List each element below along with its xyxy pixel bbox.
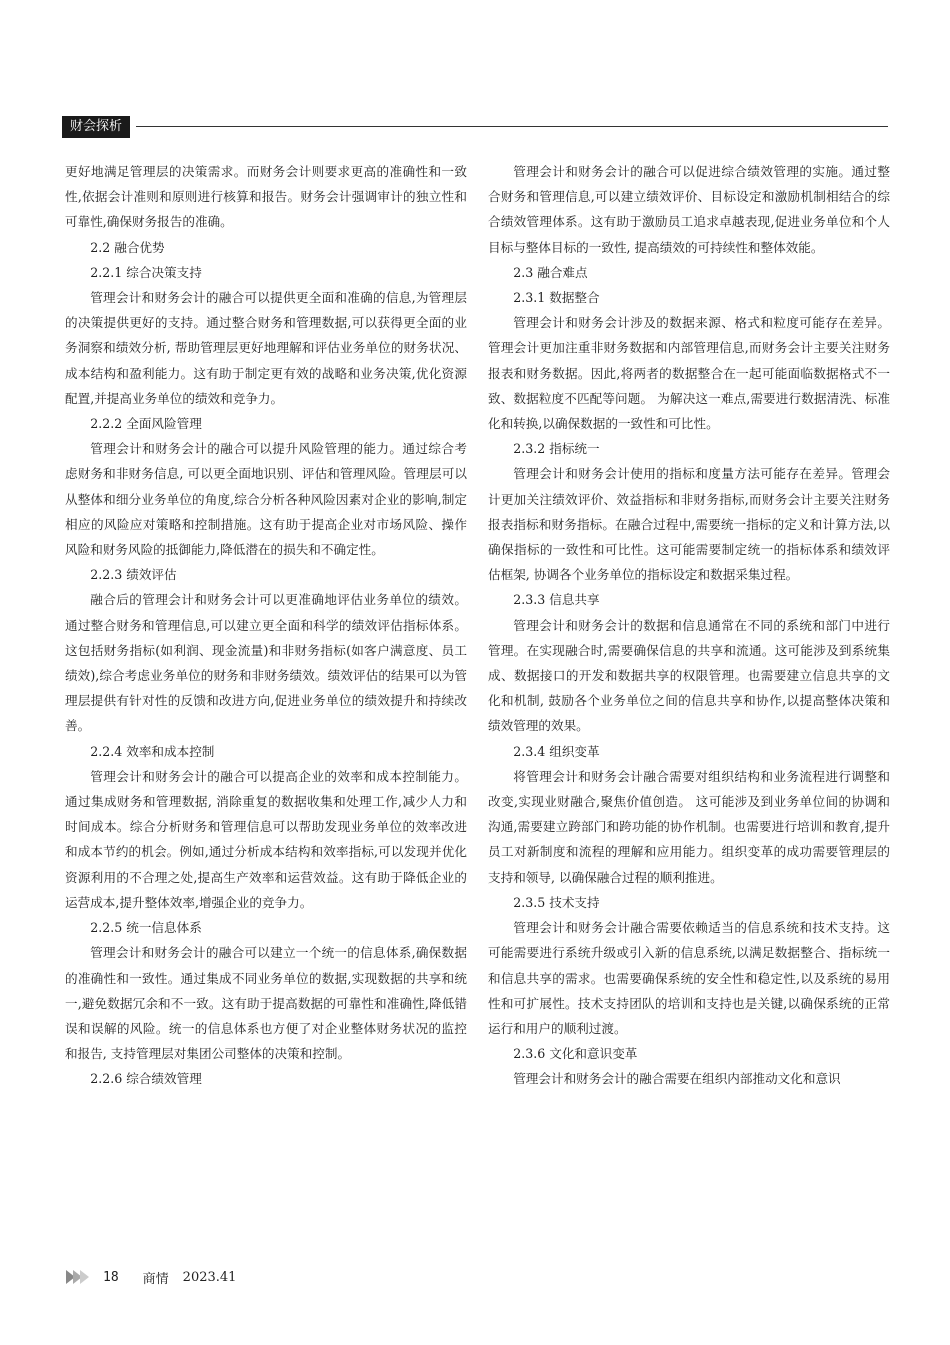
journal-name: 商情: [142, 1271, 169, 1287]
paragraph: 管理会计和财务会计的融合可以建立一个统一的信息体系,确保数据的准确性和一致性。通过集成不同业务单位的数据,实现数据的共享和统一,避免数据冗余和不一致。这有助于提高数据的可靠性和准确性,降低错误和误解的风险。统一的信息体系也方便了对企业整体财务状况的监控和报告, 支持管理层对集团公司整体的决策和控制。: [65, 945, 467, 1062]
section-heading: 2.3.6 文化和意识变革: [513, 1046, 638, 1062]
section-heading: 2.2 融合优势: [90, 239, 165, 255]
section-heading: 2.2.2 全面风险管理: [90, 416, 202, 432]
paragraph: 管理会计和财务会计的融合需要在组织内部推动文化和意识: [513, 1071, 841, 1087]
paragraph: 管理会计和财务会计的融合可以提供更全面和准确的信息,为管理层的决策提供更好的支持。通过整合财务和管理数据,可以获得更全面的业务洞察和绩效分析, 帮助管理层更好地理解和评估业务单位的财务状况、成本结构和盈利能力。这有助于制定更有效的战略和业务决策,优化资源配置,并提高业务单位的绩效和竞争力。: [65, 290, 467, 406]
paragraph: 融合后的管理会计和财务会计可以更准确地评估业务单位的绩效。通过整合财务和管理信息,可以建立更全面和科学的绩效评估指标体系。这包括财务指标(如利润、现金流量)和非财务指标(如客户满意度、员工绩效),综合考虑业务单位的财务和非财务绩效。绩效评估的结果可以为管理层提供有针对性的反馈和改进方向,促进业务单位的绩效提升和持续改善。: [65, 592, 467, 734]
paragraph: 管理会计和财务会计的融合可以促进综合绩效管理的实施。通过整合财务和管理信息,可以建立绩效评价、目标设定和激励机制相结合的综合绩效管理体系。这有助于激励员工追求卓越表现,促进业务单位和个人目标与整体目标的一致性, 提高绩效的可持续性和整体效能。: [488, 164, 890, 255]
paragraph: 将管理会计和财务会计融合需要对组织结构和业务流程进行调整和改变,实现业财融合,聚焦价值创造。 这可能涉及到业务单位间的协调和沟通,需要建立跨部门和跨功能的协作机制。也需要进行培训和教育,提升员工对新制度和流程的理解和应用能力。组织变革的成功需要管理层的支持和领导, 以确保融合过程的顺利推进。: [488, 768, 890, 885]
left-column: [65, 159, 467, 1092]
journal-issue: 2023.41: [182, 1269, 237, 1285]
section-label: 财会探析: [62, 116, 130, 138]
paragraph: 管理会计和财务会计使用的指标和度量方法可能存在差异。管理会计更加关注绩效评价、效益指标和非财务指标,而财务会计主要关注财务报表指标和财务指标。在融合过程中,需要统一指标的定义和计算方法,以确保指标的一致性和可比性。这可能需要制定统一的指标体系和绩效评估框架, 协调各个业务单位的指标设定和数据采集过程。: [488, 466, 890, 583]
section-heading: 2.2.4 效率和成本控制: [90, 743, 215, 759]
section-heading: 2.2.3 绩效评估: [90, 567, 177, 583]
section-heading: 2.3.1 数据整合: [513, 290, 600, 306]
section-heading: 2.3.2 指标统一: [513, 441, 600, 457]
header-rule: [136, 126, 888, 127]
right-column: [488, 159, 890, 1092]
section-heading: 2.3.5 技术支持: [513, 894, 600, 910]
page-number: 18: [103, 1269, 119, 1285]
page-arrow-icon: [66, 1270, 87, 1284]
paragraph: 管理会计和财务会计的融合可以提高企业的效率和成本控制能力。通过集成财务和管理数据, 消除重复的数据收集和处理工作,减少人力和时间成本。综合分析财务和管理信息可以帮助发现业务单位的效率改进和成本节约的机会。例如,通过分析成本结构和效率指标,可以发现并优化资源利用的不合理之处,提高生产效率和运营效益。这有助于降低企业的运营成本,提升整体效率,增强企业的竞争力。: [65, 768, 467, 910]
paragraph: 更好地满足管理层的决策需求。而财务会计则要求更高的准确性和一致性,依据会计准则和原则进行核算和报告。财务会计强调审计的独立性和可靠性,确保财务报告的准确。: [65, 164, 467, 230]
section-heading: 2.3.4 组织变革: [513, 743, 600, 759]
section-heading: 2.2.5 统一信息体系: [90, 920, 202, 936]
paragraph: 管理会计和财务会计的数据和信息通常在不同的系统和部门中进行管理。在实现融合时,需要确保信息的共享和流通。这可能涉及到系统集成、数据接口的开发和数据共享的权限管理。也需要建立信息共享的文化和机制, 鼓励各个业务单位之间的信息共享和协作,以提高整体决策和绩效管理的效果。: [488, 617, 890, 734]
paragraph: 管理会计和财务会计的融合可以提升风险管理的能力。通过综合考虑财务和非财务信息, 可以更全面地识别、评估和管理风险。管理层可以从整体和细分业务单位的角度,综合分析各种风险因素对企业的影响,制定相应的风险应对策略和控制措施。这有助于提高企业对市场风险、操作风险和财务风险的抵御能力,降低潜在的损失和不确定性。: [65, 441, 467, 558]
page-footer: [66, 1266, 236, 1288]
paragraph: 管理会计和财务会计涉及的数据来源、格式和粒度可能存在差异。管理会计更加注重非财务数据和内部管理信息,而财务会计主要关注财务报表和财务数据。因此,将两者的数据整合在一起可能面临数据格式不一致、数据粒度不匹配等问题。 为解决这一难点,需要进行数据清洗、标准化和转换,以确保数据的一致性和可比性。: [488, 315, 890, 432]
section-heading: 2.3 融合难点: [513, 264, 588, 280]
section-heading: 2.2.1 综合决策支持: [90, 264, 202, 280]
paragraph: 管理会计和财务会计融合需要依赖适当的信息系统和技术支持。这可能需要进行系统升级或引入新的信息系统,以满足数据整合、指标统一和信息共享的需求。也需要确保系统的安全性和稳定性,以及系统的易用性和可扩展性。技术支持团队的培训和支持也是关键,以确保系统的正常运行和用户的顺利过渡。: [488, 920, 890, 1036]
section-heading: 2.3.3 信息共享: [513, 592, 600, 608]
section-heading: 2.2.6 综合绩效管理: [90, 1071, 202, 1087]
